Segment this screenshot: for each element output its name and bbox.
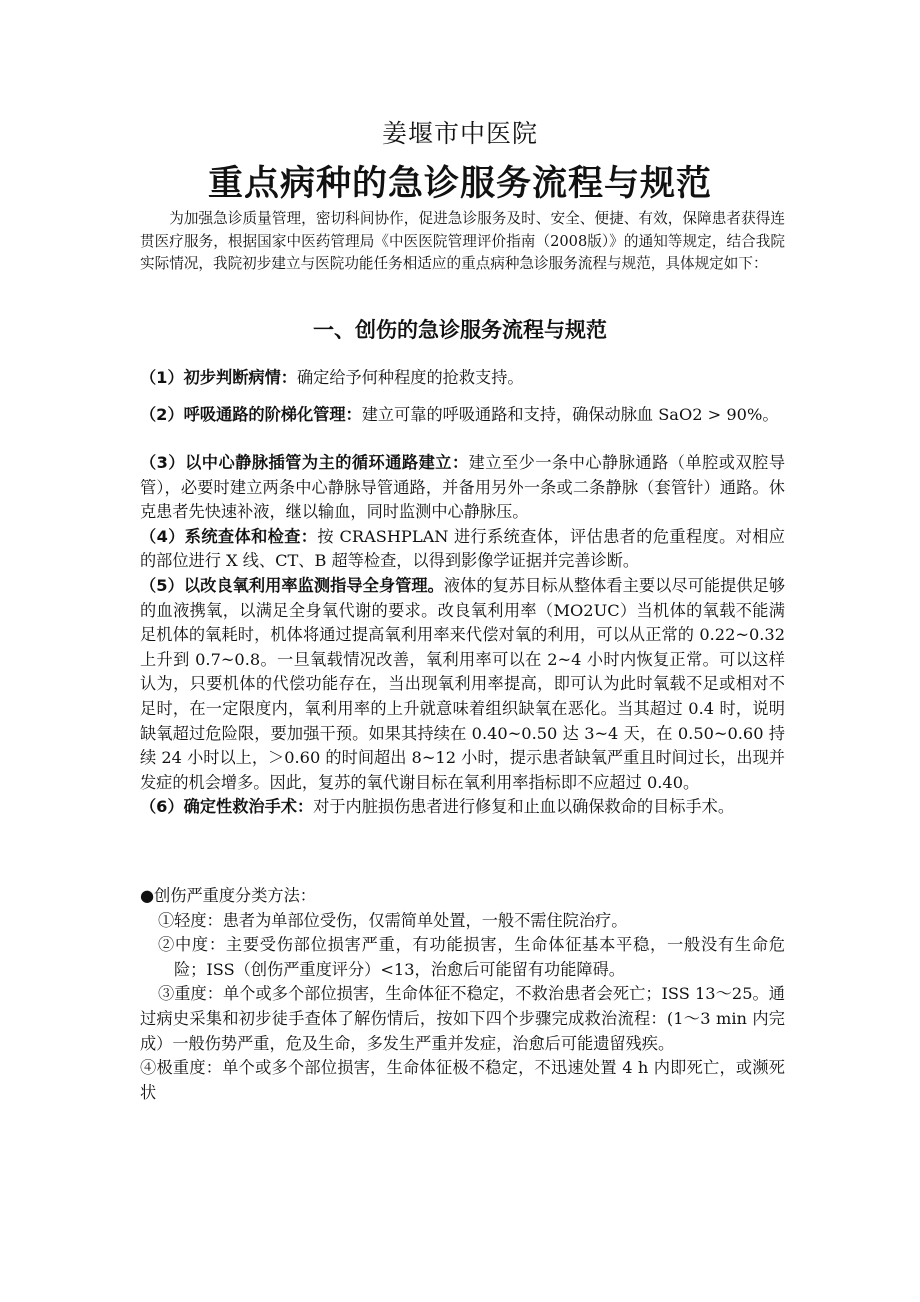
item-text: 建立可靠的呼吸通路和支持，确保动脉血 SaO2 > 90%。 (361, 405, 779, 424)
item-label: （5）以改良氧利用率监测指导全身管理。 (140, 575, 444, 595)
severity-critical: ④极重度：单个或多个部位损害，生命体征极不稳定，不迅速处置 4 h 内即死亡，或濒死状 (140, 1058, 785, 1102)
document-title: 重点病种的急诊服务流程与规范 (207, 164, 712, 204)
list-item (140, 403, 785, 428)
list-item (140, 795, 785, 820)
item-label: （3）以中心静脉插管为主的循环通路建立： (140, 453, 469, 472)
item-label: （6）确定性救治手术： (140, 797, 314, 817)
severity-moderate: ②中度：主要受伤部位损害严重，有功能损害，生命体征基本平稳，一般没有生命危险；ISS（创伤严重度评分）<13，治愈后可能留有功能障碍。 (158, 935, 785, 979)
section-heading-trauma: 一、创伤的急诊服务流程与规范 (313, 318, 607, 342)
severity-heading: ●创伤严重度分类方法： (140, 886, 316, 905)
item-text: 按 CRASHPLAN 进行系统查体，评估患者的危重程度。对相应的部位进行 X 线、CT、B 超等检查，以得到影像学证据并完善诊断。 (140, 526, 785, 571)
list-item (140, 366, 785, 391)
item-text: 对于内脏损伤患者进行修复和止血以确保救命的目标手术。 (313, 797, 735, 817)
item-text: 液体的复苏目标从整体看主要以尽可能提供足够的血液携氧，以满足全身氧代谢的要求。改良氧利用率（MO2UC）当机体的氧载不能满足机体的氧耗时，机体将通过提高氧利用率来代偿对氧的利用，可以从正常的 0.22~0.32 上升到 0.7~0.8。一旦氧载情况改善，氧利用率可以在 2~4 小时内恢复正常。可以这样认为，只要机体的代偿功能存在，当出现氧利用率提高，即可认为此时氧载不足或相对不足时，在一定限度内，氧利用率的上升就意味着组织缺氧在恶化。当其超过 0.4 时，说明缺氧超过危险限，要加强干预。如果其持续在 0.40~0.50 达 3~4 天，在 0.50~0.60 持续 24 小时以上，＞0.60 的时间超出 8~12 小时，提示患者缺氧严重且时间过长，出现并发症的机会增多。因此，复苏的氧代谢目标在氧利用率指标即不应超过 0.40。 (140, 575, 786, 792)
intro-paragraph: 为加强急诊质量管理，密切科间协作，促进急诊服务及时、安全、便捷、有效，保障患者获得连贯医疗服务，根据国家中医药管理局《中医医院管理评价指南（2008版）》的通知等规定，结合我院实际情况，我院初步建立与医院功能任务相适应的重点病种急诊服务流程与规范，具体规定如下： (140, 210, 785, 272)
severity-classification (140, 884, 785, 1105)
item-text: 建立至少一条中心静脉通路（单腔或双腔导管），必要时建立两条中心静脉导管通路，并备用另外一条或二条静脉（套管针）通路。休克患者先快速补液，继以输血，同时监测中心静脉压。 (140, 453, 786, 522)
list-item (140, 451, 785, 525)
list-item (140, 574, 785, 795)
item-text: 确定给予何种程度的抢救支持。 (296, 368, 524, 387)
hospital-name: 姜堰市中医院 (381, 119, 538, 148)
item-label: （4）系统查体和检查： (140, 526, 318, 546)
list-item (140, 525, 785, 574)
severity-severe: ③重度：单个或多个部位损害，生命体征不稳定，不救治患者会死亡；ISS 13～25。通过病史采集和初步徒手查体了解伤情后，按如下四个步骤完成救治流程：(1～3 min 内完成）一般伤势严重，危及生命，多发生严重并发症，治愈后可能遗留残疾。 (140, 984, 785, 1053)
item-label: （1）初步判断病情： (140, 368, 297, 387)
item-label: （2）呼吸通路的阶梯化管理： (140, 405, 362, 424)
severity-mild: ①轻度：患者为单部位受伤，仅需简单处置，一般不需住院治疗。 (158, 910, 628, 930)
procedure-items (140, 451, 785, 820)
